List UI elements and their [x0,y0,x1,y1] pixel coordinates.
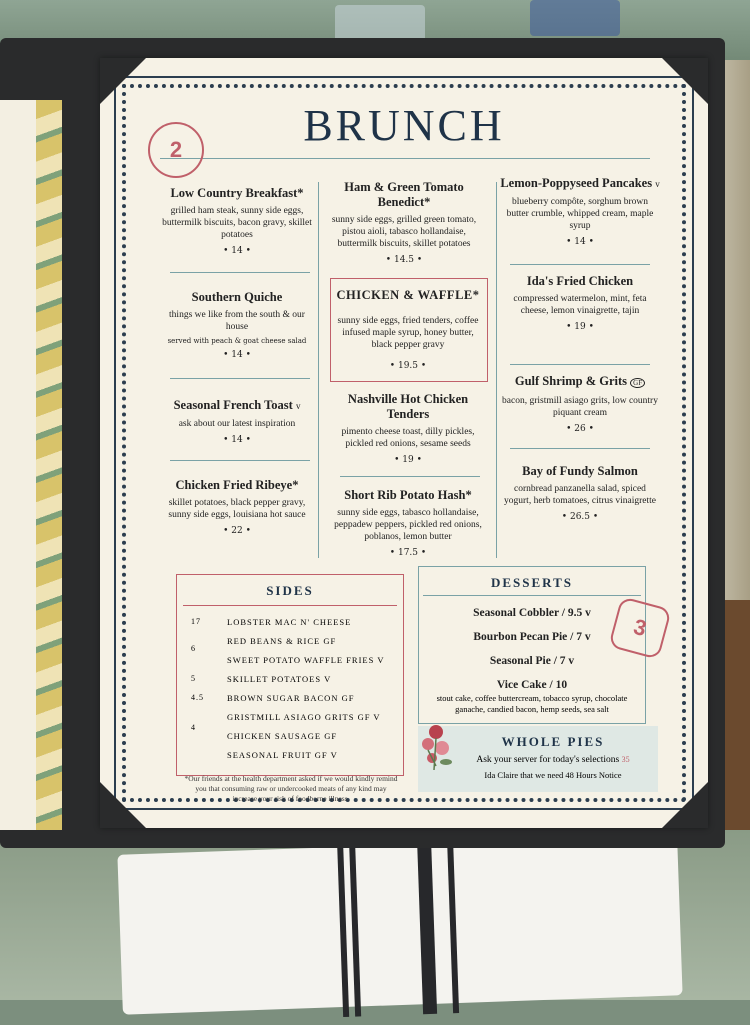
napkin [117,835,682,1014]
gluten-free-mark: GF [630,378,645,388]
folder-corner [662,58,708,104]
list-item: 5 SKILLET POTATOES V [191,674,332,684]
menu-item [500,274,660,332]
whole-pies-title: WHOLE PIES [501,734,605,749]
item-name: Low Country Breakfast* [170,186,304,200]
item-name: Southern Quiche [191,290,283,304]
item-price: • 14 • [223,246,251,256]
item-name: Nashville Hot Chicken Tenders [347,392,469,421]
divider [170,460,310,461]
list-item: SWEET POTATO WAFFLE FRIES V [227,655,385,665]
divider [423,595,641,596]
folder-corner [662,782,708,828]
vegetarian-mark: v [295,401,301,411]
item-name: Lemon-Poppyseed Pancakes v [500,176,660,190]
menu-item [334,488,482,558]
vegetarian-mark: v [655,179,660,189]
item-desc: sunny side eggs, grilled green tomato, pistou aioli, tabasco hollandaise, buttermilk biscuits, skillet potatoes [331,215,477,249]
item-desc: skillet potatoes, black pepper gravy, sunny side eggs, louisiana hot sauce [168,498,306,520]
dessert-item: Seasonal Cobbler / 9.5 v [473,607,591,619]
menu-item [162,186,312,256]
item-name: Ida's Fried Chicken [526,274,634,288]
divider [510,448,650,449]
desserts-box [418,566,646,724]
dessert-item: Vice Cake / 10 [496,679,568,691]
list-item: 4.5 BROWN SUGAR BACON GF [191,693,355,703]
menu-item [328,180,480,265]
folder-corner [100,782,146,828]
divider [340,476,480,477]
menu-item [334,392,482,465]
item-price: • 17.5 • [389,548,427,558]
item-desc: things we like from the south & our house [169,310,305,332]
item-price: • 14.5 • [385,255,423,265]
left-page [0,100,62,830]
health-disclaimer: *Our friends at the health department asked if we would kindly remind you that consuming raw or undercooked meats of any kind may increase your risk of foodborne illness. [184,774,398,803]
column-divider [318,182,319,558]
item-price: • 14 • [566,237,594,247]
item-price: • 26 • [566,424,594,434]
ch3-seal-logo: 3 [608,596,672,660]
sides-title: SIDES [266,583,314,598]
item-name: Short Rib Potato Hash* [344,488,472,502]
menu-item [162,398,312,445]
item-price: • 14 • [223,435,251,445]
item-name: Ham & Green Tomato Benedict* [344,180,464,209]
featured-menu-item [334,288,482,371]
whole-pies-line: Ask your server for today's selections 35 [476,755,630,765]
item-desc: cornbread panzanella salad, spiced yogurt, herb tomatoes, citrus vinaigrette [504,484,656,506]
item-price: • 19 • [394,455,422,465]
item-desc: grilled ham steak, sunny side eggs, buttermilk biscuits, bacon gravy, skillet potatoes [162,206,312,240]
menu-item [500,464,660,522]
item-desc: sunny side eggs, tabasco hollandaise, peppadew peppers, pickled red onions, poblanos, lemon butter [334,508,482,542]
item-desc: pimento cheese toast, dilly pickles, pickled red onions, sesame seeds [341,427,475,449]
dessert-desc: stout cake, coffee buttercream, tobacco syrup, chocolate ganache, candied bacon, hemp seeds, sea salt [436,693,628,714]
menu-title: BRUNCH [303,101,505,150]
blue-glass [530,0,620,36]
divider [170,378,310,379]
flower-illustration [414,722,458,772]
divider [510,264,650,265]
item-desc: compressed watermelon, mint, feta cheese, lemon vinaigrette, tajin [513,294,647,316]
list-item: GRISTMILL ASIAGO GRITS GF V [227,712,381,722]
item-price: • 14 • [223,350,251,360]
list-item: 6 RED BEANS & RICE GF [191,636,337,653]
sides-box [176,574,404,776]
menu-item [500,176,660,247]
list-item: 4 CHICKEN SAUSAGE GF [191,723,338,741]
dessert-item: Seasonal Pie / 7 v [489,655,575,667]
item-price: • 22 • [223,526,251,536]
dessert-item: Bourbon Pecan Pie / 7 v [473,631,591,643]
divider [170,272,310,273]
folder-corner [100,58,146,104]
item-note: served with peach & goat cheese salad [167,337,307,345]
item-price: • 19 • [566,322,594,332]
ch2-seal-logo: 2 [148,122,204,178]
list-item: SEASONAL FRUIT GF V [227,750,338,760]
divider [183,605,397,606]
menu-item [162,478,312,536]
item-desc: ask about our latest inspiration [178,419,296,429]
desserts-title: DESSERTS [490,575,574,590]
menu-page [100,58,708,828]
item-desc: bacon, gristmill asiago grits, low country piquant cream [502,396,658,418]
column-divider [496,182,497,558]
item-name: Bay of Fundy Salmon [522,464,638,478]
item-name: Seasonal French Toast v [173,398,301,412]
item-name: CHICKEN & WAFFLE* [336,288,480,302]
whole-pies-price: 35 [621,755,630,764]
whole-pies-notice: Ida Claire that we need 48 Hours Notice [484,770,622,780]
list-item: 17 LOBSTER MAC N' CHEESE [191,617,352,627]
item-desc: sunny side eggs, fried tenders, coffee infused maple syrup, honey butter, black pepper gravy [337,316,479,350]
item-desc: blueberry compôte, sorghum brown butter crumble, whipped cream, maple syrup [506,197,654,231]
title-divider [160,158,650,159]
divider [510,364,650,365]
menu-item [500,374,660,434]
menu-item [162,290,312,360]
item-price: • 19.5 • [389,361,427,371]
item-name: Gulf Shrimp & Grits GF [500,374,660,391]
item-name: Chicken Fried Ribeye* [175,478,299,492]
item-price: • 26.5 • [561,512,599,522]
